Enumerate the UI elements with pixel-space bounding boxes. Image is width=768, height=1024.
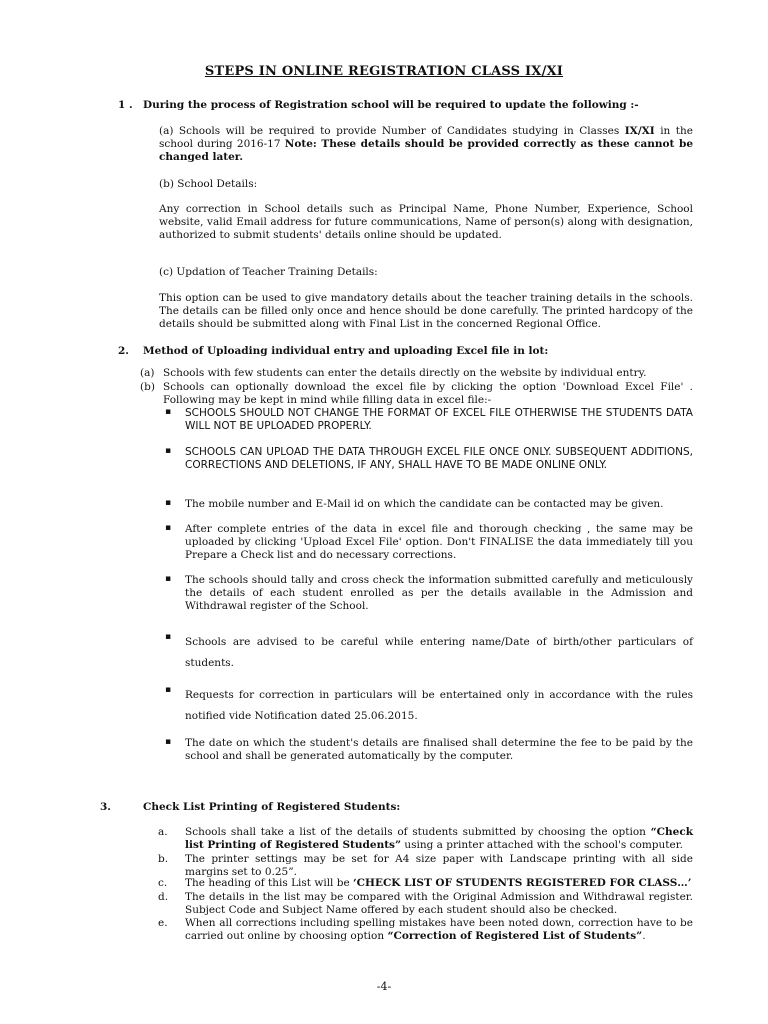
- section-2-item-a-text: Schools with few students can enter the details directly on the website by individual entry.: [163, 367, 647, 379]
- bullet-glyph: ▪: [165, 574, 172, 584]
- section-3-item-b-text: The printer settings may be set for A4 size paper with Landscape printing with all side margins set to 0.25”.: [185, 853, 693, 878]
- section-1-item-b-text: Any correction in School details such as Principal Name, Phone Number, Experience, School website, valid Email address for future communications, Name of person(s) along with designation, authorized to submit students' details online should be updated.: [159, 203, 693, 241]
- section-3-item-a-label: a.: [158, 826, 168, 838]
- bullet-item: After complete entries of the data in excel file and thorough checking , the same may be uploaded by clicking 'Upload Excel File' option. Don't FINALISE the data immediately till you Prepare a Check list and do necessary corrections.: [185, 523, 693, 561]
- page-number: -4-: [376, 980, 392, 993]
- bullet-item: Schools are advised to be careful while entering name/Date of birth/other particulars of students.: [185, 636, 693, 669]
- section-3-item-e-label: e.: [158, 917, 168, 929]
- section-2-item-b-label: (b): [140, 381, 155, 393]
- section-3-item-c-text: [185, 877, 693, 890]
- bullet-item: The mobile number and E-Mail id on which the candidate can be contacted may be given.: [185, 498, 664, 510]
- bullet-glyph: ▪: [165, 737, 172, 747]
- bullet-item: The schools should tally and cross check the information submitted carefully and meticulously the details of each student enrolled as per the details available in the Admission and Withdrawal register of the School.: [185, 574, 693, 612]
- item-a-post: using a printer attached with the school's computer.: [401, 838, 683, 851]
- item-a-classes: IX/XI: [624, 125, 655, 137]
- item-e-option: “Correction of Registered List of Students”: [387, 929, 643, 942]
- page-title: STEPS IN ONLINE REGISTRATION CLASS IX/XI: [204, 64, 564, 79]
- section-3-item-a-text: [185, 826, 693, 852]
- section-3-item-e-text: [185, 917, 693, 943]
- bullet-item: Requests for correction in particulars will be entertained only in accordance with the rules notified vide Notification dated 25.06.2015.: [185, 689, 693, 722]
- item-a-text-pre: (a) Schools will be required to provide Number of Candidates studying in Classes: [159, 125, 625, 137]
- bullet-glyph: ▪: [165, 685, 172, 695]
- section-1-item-c-label: (c) Updation of Teacher Training Details:: [159, 266, 378, 278]
- item-a-pre: Schools shall take a list of the details of students submitted by choosing the option: [185, 826, 651, 838]
- item-e-pre: When all corrections including spelling mistakes have been noted down, correction have to be carried out online by choosing option: [185, 917, 693, 942]
- section-3-item-b-label: b.: [158, 853, 169, 865]
- item-e-post: .: [642, 929, 646, 942]
- bullet-item: SCHOOLS SHOULD NOT CHANGE THE FORMAT OF EXCEL FILE OTHERWISE THE STUDENTS DATA WILL NOT BE UPLOADED PROPERLY.: [185, 407, 693, 432]
- bullet-glyph: ▪: [165, 446, 172, 456]
- section-1-item-c-text: This option can be used to give mandatory details about the teacher training details in the schools. The details can be filled only once and hence should be done carefully. The printed hardcopy of the details should be submitted along with Final List in the concerned Regional Office.: [159, 292, 693, 330]
- section-1-item-a: [159, 125, 693, 163]
- section-1-number: 1 .: [118, 99, 133, 111]
- item-a-option: “Check list Printing of Registered Students”: [185, 826, 693, 851]
- bullet-glyph: ▪: [165, 407, 172, 417]
- section-3-number: 3.: [100, 801, 111, 813]
- bullet-item: The date on which the student's details are finalised shall determine the fee to be paid by the school and shall be generated automatically by the computer.: [185, 737, 693, 762]
- bullet-glyph: ▪: [165, 498, 172, 508]
- section-3-heading: Check List Printing of Registered Students:: [143, 801, 401, 813]
- bullet-item: SCHOOLS CAN UPLOAD THE DATA THROUGH EXCEL FILE ONCE ONLY. SUBSEQUENT ADDITIONS, CORRECTIONS AND DELETIONS, IF ANY, SHALL HAVE TO BE MADE ONLINE ONLY.: [185, 446, 693, 471]
- section-1-item-b-label: (b) School Details:: [159, 178, 258, 190]
- item-c-heading: ‘CHECK LIST OF STUDENTS REGISTERED FOR CLASS…’: [353, 877, 692, 889]
- bullet-glyph: ▪: [165, 632, 172, 642]
- item-a-note: Note: These details should be provided correctly as these cannot be changed later.: [159, 137, 694, 163]
- section-2-heading: Method of Uploading individual entry and uploading Excel file in lot:: [143, 345, 549, 357]
- item-a-text-mid: in the school during 2016-17: [159, 125, 693, 150]
- section-2-number: 2.: [118, 345, 129, 357]
- item-c-pre: The heading of this List will be: [185, 877, 354, 889]
- bullet-glyph: ▪: [165, 523, 172, 533]
- section-1-heading: During the process of Registration school will be required to update the following :-: [143, 99, 639, 111]
- section-3-item-c-label: c.: [158, 877, 168, 889]
- section-3-item-d-text: The details in the list may be compared with the Original Admission and Withdrawal register. Subject Code and Subject Name offered by each student should also be checked.: [185, 891, 693, 916]
- section-2-item-a-label: (a): [140, 367, 155, 379]
- section-2-item-b-text: Schools can optionally download the excel file by clicking the option 'Download Excel File' . Following may be kept in mind while filling data in excel file:-: [163, 381, 693, 406]
- section-3-item-d-label: d.: [158, 891, 169, 903]
